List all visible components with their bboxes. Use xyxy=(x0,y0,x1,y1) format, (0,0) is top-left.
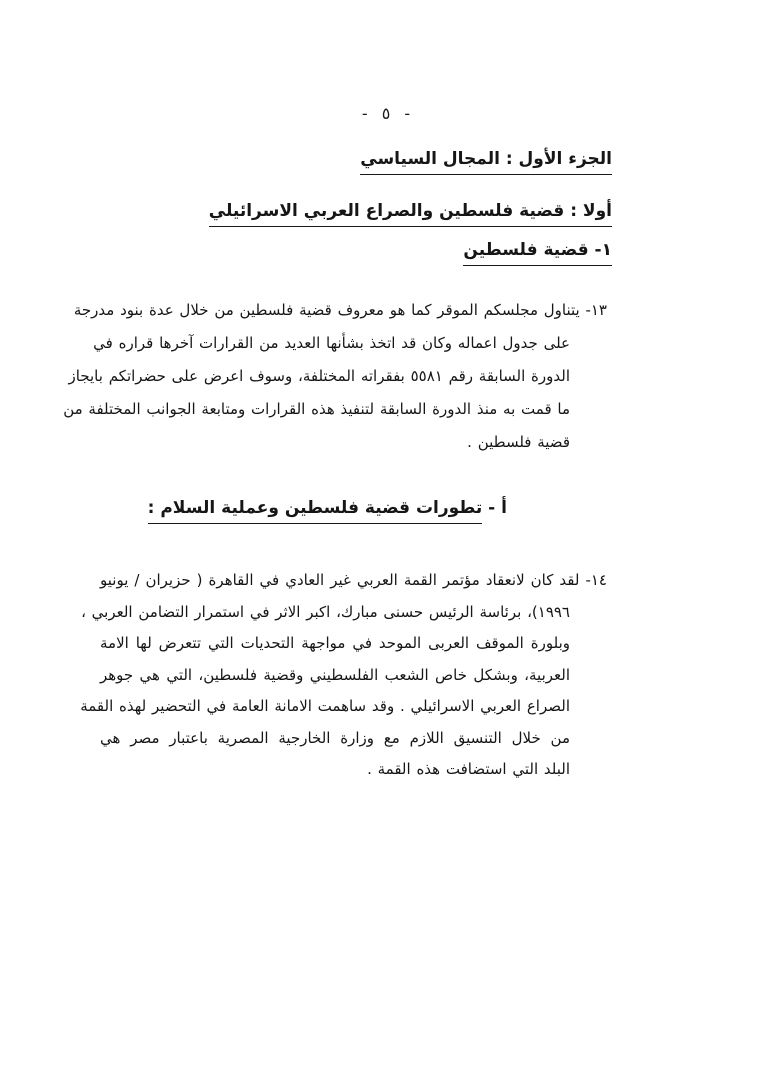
paragraph-14-line-2: ١٩٩٦)، برئاسة الرئيس حسنى مبارك، اكبر الاثر في استمرار التضامن العربي ، xyxy=(81,602,570,621)
heading-first-palestine-conflict xyxy=(209,199,612,227)
paragraph-13-line-4: ما قمت به منذ الدورة السابقة لتنفيذ هذه القرارات ومتابعة الجوانب المختلفة من xyxy=(63,400,570,418)
paragraph-13-line-3: الدورة السابقة رقم ٥٥٨١ بفقراته المختلفة، وسوف اعرض على حضراتكم بايجاز xyxy=(68,367,570,385)
heading-section-a xyxy=(148,496,507,524)
paragraph-13 xyxy=(63,294,607,459)
page-number: - ٥ - xyxy=(361,104,411,123)
paragraph-14-line-6: من خلال التنسيق اللازم مع وزارة الخارجية المصرية باعتبار مصر هي xyxy=(100,728,570,747)
paragraph-14-line-7: البلد التي استضافت هذه القمة . xyxy=(367,760,570,778)
heading-section-a-prefix: أ - xyxy=(482,498,507,518)
heading-part-one xyxy=(360,147,612,175)
paragraph-13-line-2: على جدول اعماله وكان قد اتخذ بشأنها العديد من القرارات آخرها قراره في xyxy=(93,334,570,352)
paragraph-13-line-5: قضية فلسطين . xyxy=(467,433,570,451)
paragraph-14-line-1: ١٤- لقد كان لانعقاد مؤتمر القمة العربي غير العادي في القاهرة ( حزيران / يونيو xyxy=(100,571,607,589)
paragraph-14-line-4: العربية، وبشكل خاص الشعب الفلسطيني وقضية فلسطين، التي هي جوهر xyxy=(100,665,570,684)
paragraph-14-line-5: الصراع العربي الاسرائيلي . وقد ساهمت الامانة العامة في التحضير لهذه القمة xyxy=(80,697,570,715)
paragraph-14 xyxy=(80,565,607,786)
heading-section-a-text: تطورات قضية فلسطين وعملية السلام : xyxy=(148,496,483,524)
heading-first-text: أولا : قضية فلسطين والصراع العربي الاسرائيلي xyxy=(209,199,612,227)
heading-item-1-palestine xyxy=(463,238,612,266)
paragraph-14-line-3: وبلورة الموقف العربى الموحد في مواجهة التحديات التي تتعرض لها الامة xyxy=(100,634,570,652)
heading-item-1-text: ١- قضية فلسطين xyxy=(463,238,612,266)
heading-part-one-text: الجزء الأول : المجال السياسي xyxy=(360,147,612,175)
paragraph-13-line-1: ١٣- يتناول مجلسكم الموقر كما هو معروف قضية فلسطين من خلال عدة بنود مدرجة xyxy=(73,301,607,319)
